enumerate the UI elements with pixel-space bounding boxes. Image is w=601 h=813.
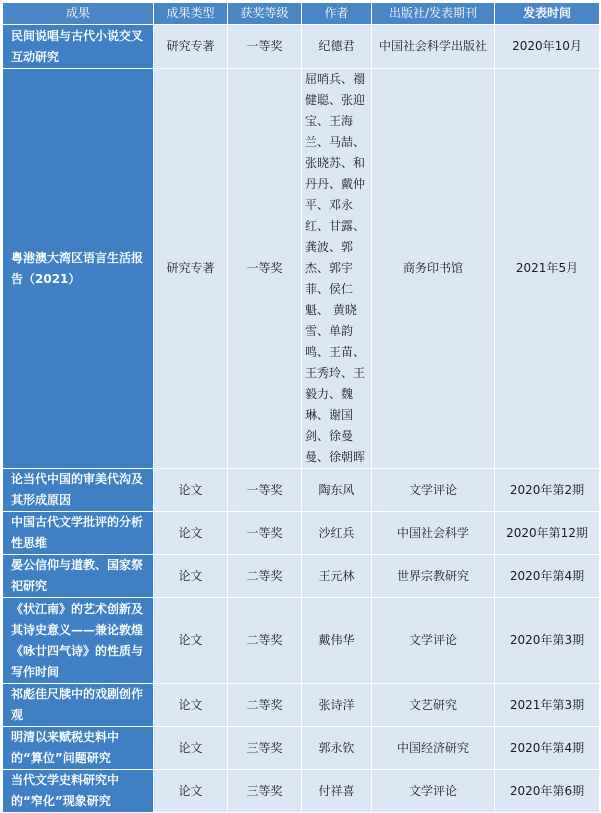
cell-level: 一等奖 [228, 25, 302, 69]
cell-publisher: 文学评论 [372, 469, 495, 512]
cell-title: 晏公信仰与道教、国家祭祀研究 [3, 555, 154, 598]
cell-type: 论文 [154, 555, 228, 598]
col-header-type: 成果类型 [154, 3, 228, 25]
cell-level: 二等奖 [228, 684, 302, 727]
cell-author: 张诗洋 [302, 684, 372, 727]
cell-type: 研究专著 [154, 69, 228, 469]
cell-type: 论文 [154, 684, 228, 727]
cell-date: 2020年第2期 [495, 469, 600, 512]
cell-date: 2020年第4期 [495, 727, 600, 770]
cell-date: 2020年第6期 [495, 770, 600, 813]
cell-level: 二等奖 [228, 598, 302, 684]
cell-level: 一等奖 [228, 512, 302, 555]
cell-date: 2020年10月 [495, 25, 600, 69]
table-row [3, 598, 600, 684]
cell-author: 郭永钦 [302, 727, 372, 770]
cell-type: 论文 [154, 727, 228, 770]
cell-date: 2020年第12期 [495, 512, 600, 555]
cell-title: 祁彪佳尺牍中的戏剧创作观 [3, 684, 154, 727]
cell-publisher: 文学评论 [372, 598, 495, 684]
cell-type: 论文 [154, 512, 228, 555]
cell-publisher: 文学评论 [372, 770, 495, 813]
col-header-publisher: 出版社/发表期刊 [372, 3, 495, 25]
cell-level: 一等奖 [228, 69, 302, 469]
awards-table [2, 2, 600, 813]
cell-author: 王元林 [302, 555, 372, 598]
cell-type: 论文 [154, 469, 228, 512]
table-row [3, 512, 600, 555]
cell-date: 2021年第3期 [495, 684, 600, 727]
cell-type: 论文 [154, 770, 228, 813]
cell-type: 研究专著 [154, 25, 228, 69]
cell-publisher: 世界宗教研究 [372, 555, 495, 598]
cell-level: 三等奖 [228, 727, 302, 770]
cell-title: 中国古代文学批评的分析性思维 [3, 512, 154, 555]
cell-author: 屈哨兵、禤健聪、张迎宝、王海兰、马喆、张晓苏、和丹丹、戴仲平、邓永红、甘露、龚波、郭杰、郭宇菲、侯仁魁、 黄晓雪、单韵鸣、王苗、王秀玲、王毅力、魏琳、谢国剑、徐曼曼、徐朝晖 [302, 69, 372, 469]
table-row [3, 770, 600, 813]
cell-author: 陶东风 [302, 469, 372, 512]
cell-level: 二等奖 [228, 555, 302, 598]
cell-level: 三等奖 [228, 770, 302, 813]
cell-type: 论文 [154, 598, 228, 684]
col-header-achievement: 成果 [3, 3, 154, 25]
col-header-date: 发表时间 [495, 3, 600, 25]
cell-author: 付祥喜 [302, 770, 372, 813]
cell-publisher: 中国社会科学 [372, 512, 495, 555]
table-row [3, 69, 600, 469]
table-row [3, 25, 600, 69]
cell-author: 沙红兵 [302, 512, 372, 555]
cell-title: 明清以来赋税史料中的“算位”问题研究 [3, 727, 154, 770]
col-header-award-level: 获奖等级 [228, 3, 302, 25]
cell-publisher: 商务印书馆 [372, 69, 495, 469]
col-header-author: 作者 [302, 3, 372, 25]
cell-title: 《状江南》的艺术创新及其诗史意义——兼论敦煌《咏廿四气诗》的性质与写作时间 [3, 598, 154, 684]
cell-date: 2021年5月 [495, 69, 600, 469]
cell-title: 当代文学史料研究中的“窄化”现象研究 [3, 770, 154, 813]
cell-date: 2020年第3期 [495, 598, 600, 684]
cell-author: 纪德君 [302, 25, 372, 69]
table-row [3, 469, 600, 512]
table-header-row [3, 3, 600, 25]
cell-title: 粤港澳大湾区语言生活报告（2021） [3, 69, 154, 469]
cell-date: 2020年第4期 [495, 555, 600, 598]
cell-publisher: 中国社会科学出版社 [372, 25, 495, 69]
cell-title: 民间说唱与古代小说交叉互动研究 [3, 25, 154, 69]
table-row [3, 684, 600, 727]
cell-publisher: 中国经济研究 [372, 727, 495, 770]
cell-level: 一等奖 [228, 469, 302, 512]
cell-author: 戴伟华 [302, 598, 372, 684]
cell-publisher: 文艺研究 [372, 684, 495, 727]
table-row [3, 727, 600, 770]
table-row [3, 555, 600, 598]
cell-title: 论当代中国的审美代沟及其形成原因 [3, 469, 154, 512]
